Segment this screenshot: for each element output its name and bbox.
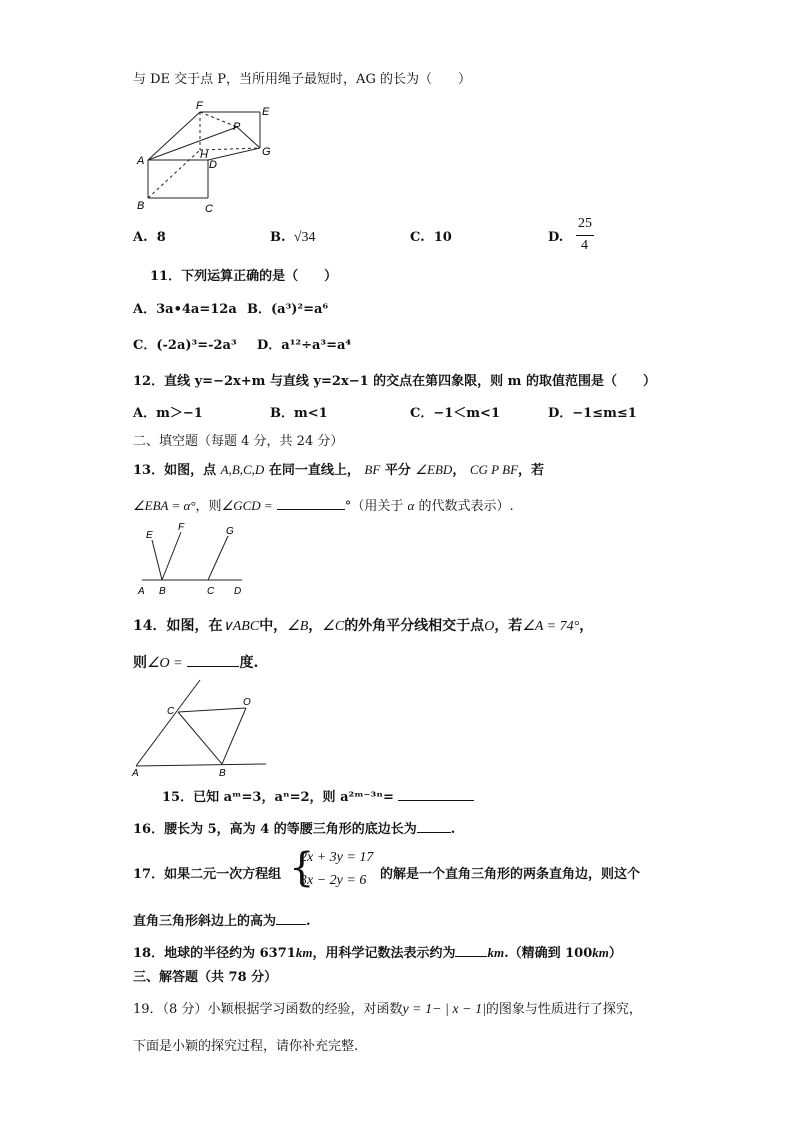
q14-line1: 14．如图，在∨ABC中，∠B，∠C的外角平分线相交于点O，若∠A = 74°， <box>133 618 594 634</box>
label-D: D <box>209 159 217 171</box>
q12-stem: 12．直线 y=−2x+m 与直线 y=2x−1 的交点在第四象限，则 m 的取值范围是（ ） <box>133 374 656 389</box>
q12-option-c: C．−1＜m<1 <box>410 406 500 421</box>
section-3-heading: 三、解答题（共 78 分） <box>133 970 278 985</box>
label-A: A <box>137 155 145 167</box>
label-C: C <box>207 586 215 597</box>
label-A: A <box>138 586 145 597</box>
q14-answer-blank[interactable] <box>187 654 239 667</box>
q11-option-c: C．(-2a)³=-2a³ <box>133 338 237 353</box>
label-F: F <box>196 100 203 112</box>
q19-line1: 19．（8 分）小颖根据学习函数的经验，对函数y = 1− | x − 1|的图象与性质进行了探究， <box>133 1002 642 1017</box>
q11-option-a: A．3a•4a=12a <box>133 302 237 317</box>
q13-line1: 13．如图，点 A,B,C,D 在同一直线上， BF 平分 ∠EBD， CG P BF，若 <box>133 462 545 478</box>
label-F: F <box>178 522 185 533</box>
q13-line2: ∠EBA = α°，则∠GCD = °（用关于 α 的代数式表示）. <box>133 498 514 514</box>
q14-figure <box>130 676 270 778</box>
q10-option-c: C. 10 <box>410 230 452 245</box>
q17-suffix: 的解是一个直角三角形的两条直角边，则这个 <box>380 867 641 882</box>
q10-option-a: A. 8 <box>133 230 166 245</box>
q17-line2: 直角三角形斜边上的高为 . <box>133 914 311 929</box>
q18-line: 18．地球的半径约为 6371km，用科学记数法表示约为 km.（精确到 100km） <box>133 945 622 961</box>
q13-answer-blank[interactable] <box>277 497 345 510</box>
q10-option-b: B. √34 <box>270 230 316 245</box>
q18-answer-blank[interactable] <box>455 944 487 957</box>
q11-option-b: B．(a³)²=a⁶ <box>247 302 329 317</box>
q17-eq2: 3x − 2y = 6 <box>300 873 367 888</box>
q17-brace-icon: { <box>289 845 315 891</box>
q12-option-b: B．m<1 <box>270 406 328 421</box>
label-G: G <box>262 146 271 158</box>
q17-prefix: 17．如果二元一次方程组 <box>133 867 282 882</box>
label-B: B <box>137 200 145 212</box>
q12-option-a: A．m＞−1 <box>133 406 203 421</box>
q16-answer-blank[interactable] <box>417 820 451 833</box>
q19-line2: 下面是小颖的探究过程，请你补充完整. <box>133 1039 359 1054</box>
q13-figure <box>132 518 247 598</box>
label-E: E <box>262 106 270 118</box>
label-C: C <box>167 706 175 717</box>
section-2-heading: 二、填空题（每题 4 分，共 24 分） <box>133 434 344 449</box>
q14-line2: 则∠O = 度. <box>133 655 259 671</box>
label-D: D <box>234 586 242 597</box>
label-A: A <box>132 768 139 778</box>
q16-line: 16．腰长为 5，高为 4 的等腰三角形的底边长为 . <box>133 822 456 837</box>
label-B: B <box>219 768 226 778</box>
label-G: G <box>226 526 234 537</box>
q10-intro: 与 DE 交于点 P，当所用绳子最短时，AG 的长为（ ） <box>133 72 471 87</box>
q11-option-d: D．a¹²÷a³=a⁴ <box>257 338 352 353</box>
q17-answer-blank[interactable] <box>276 912 306 925</box>
q12-option-d: D．−1≤m≤1 <box>548 406 637 421</box>
label-C: C <box>205 203 213 215</box>
q15-line: 15．已知 aᵐ=3，aⁿ=2，则 a²ᵐ⁻³ⁿ= <box>162 786 474 805</box>
label-O: O <box>243 697 251 708</box>
label-P: P <box>233 121 241 133</box>
q11-stem: 11．下列运算正确的是（ ） <box>150 269 338 284</box>
label-E: E <box>146 530 153 541</box>
q15-answer-blank[interactable] <box>398 788 474 801</box>
label-H: H <box>200 149 208 161</box>
q17-eq1: 2x + 3y = 17 <box>300 850 374 865</box>
label-B: B <box>159 586 166 597</box>
q10-cuboid-figure <box>132 98 282 216</box>
